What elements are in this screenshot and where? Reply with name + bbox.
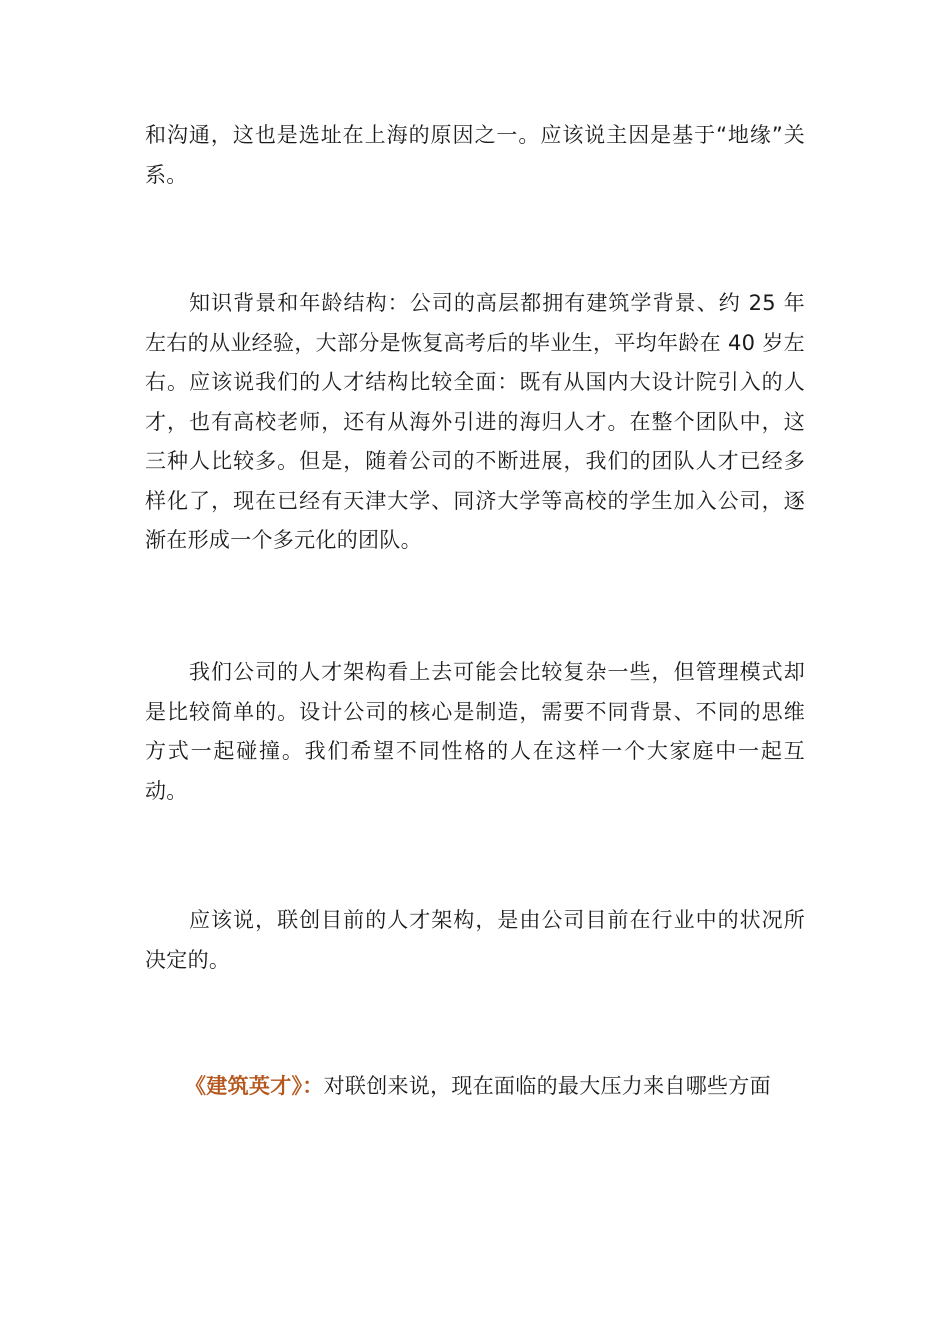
paragraph-location-reason: 和沟通，这也是选址在上海的原因之一。应该说主因是基于“地缘”关系。 xyxy=(145,123,805,187)
paragraph-conclusion: 应该说，联创目前的人才架构，是由公司目前在行业中的状况所决定的。 xyxy=(145,908,805,972)
paragraph-knowledge-background: 知识背景和年龄结构：公司的高层都拥有建筑学背景、约 25 年左右的从业经验，大部分是恢复高考后的毕业生，平均年龄在 40 岁左右。应该说我们的人才结构比较全面：既有从国内大设计院引入的人才，也有高校老师，还有从海外引进的海归人才。在整个团队中，这三种人比较多。但是，随着公司的不断进展，我们的团队人才已经多样化了，现在已经有天津大学、同济大学等高校的学生加入公司，逐渐在形成一个多元化的团队。 xyxy=(145,291,805,552)
interview-question xyxy=(145,1067,825,1107)
question-label: 《建筑英才》： xyxy=(185,1074,324,1098)
paragraph-talent-structure: 我们公司的人才架构看上去可能会比较复杂一些，但管理模式却是比较简单的。设计公司的核心是制造，需要不同背景、不同的思维方式一起碰撞。我们希望不同性格的人在这样一个大家庭中一起互动。 xyxy=(145,660,805,803)
question-text: 对联创来说，现在面临的最大压力来自哪些方面 xyxy=(323,1074,771,1098)
